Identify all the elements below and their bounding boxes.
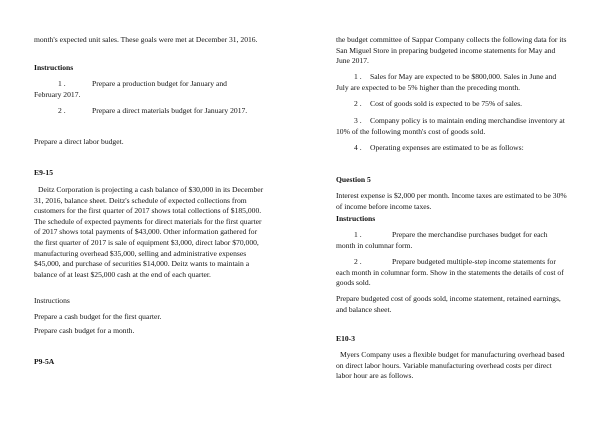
intro-line: month's expected unit sales. These goals were met at December 31, 2016. [34, 35, 258, 44]
section-heading-e10-3: E10-3 [336, 334, 355, 343]
list-text: Operating expenses are estimated to be as follows: [370, 143, 524, 152]
list-number: 1 . [354, 230, 362, 239]
instruction-item-3: Prepare a direct labor budget. [34, 137, 124, 146]
question-5-paragraph: Interest expense is $2,000 per month. Income taxes are estimated to be 30% of income before income taxes. [336, 191, 567, 211]
instruction-number: 2 . [58, 106, 66, 115]
list-text: Company policy is to maintain ending merchandise inventory at 10% of the following month's cost of goods sold. [336, 116, 565, 136]
list-text: Sales for May are expected to be $800,000. Sales in June and July are expected to be 5% higher than the preceding month. [336, 72, 557, 92]
list-number: 4 . [354, 143, 362, 152]
section-heading-question-5: Question 5 [336, 175, 371, 184]
list-item-2 [336, 99, 568, 110]
instruction-item-1 [34, 79, 266, 100]
list-item-3 [336, 116, 568, 137]
list-number: 2 . [354, 99, 362, 108]
e10-3-paragraph: Myers Company uses a flexible budget for manufacturing overhead based on direct labor hours. Variable manufacturing overhead costs per direct labor hour are as follows. [336, 350, 565, 381]
e9-15-paragraph: Deitz Corporation is projecting a cash balance of $30,000 in its December 31, 2016, balance sheet. Deitz's schedule of expected collections from customers for the first quarter of 2017 shows total collections of $185,000. The schedule of expected payments for direct materials for the first quarter of 2017 shows total payments of $43,000. Other information gathered for the first quarter of 2017 is sale of equipment $3,000, direct labor $70,000, manufacturing overhead $35,000, selling and administrative expenses $45,000, and purchase of securities $14,000. Deitz wants to maintain a balance of at least $25,000 cash at the end of each quarter. [34, 185, 264, 279]
question-5-instruction-1 [336, 230, 568, 251]
e9-15-instruction-1: Prepare a cash budget for the first quarter. [34, 312, 162, 321]
e9-15-instructions-label: Instructions [34, 296, 70, 305]
list-text: Prepare the merchandise purchases budget for each month in columnar form. [336, 230, 548, 250]
list-number: 3 . [354, 116, 362, 125]
right-page [300, 0, 600, 424]
question-5-instruction-2 [336, 257, 568, 289]
list-number: 1 . [354, 72, 362, 81]
instruction-number: 1 . [58, 79, 66, 88]
instruction-text: Prepare a direct materials budget for January 2017. [92, 106, 248, 115]
list-item-1 [336, 72, 568, 93]
list-text: Prepare budgeted multiple-step income statements for each month in columnar form. Show in the statements the details of cost of goods sold. [336, 257, 564, 288]
question-5-closing: Prepare budgeted cost of goods sold, income statement, retained earnings, and balance sheet. [336, 294, 561, 314]
instruction-text: Prepare a production budget for January and February 2017. [34, 79, 227, 99]
e9-15-instruction-2: Prepare cash budget for a month. [34, 326, 135, 335]
section-heading-p9-5a: P9-5A [34, 357, 55, 366]
list-item-4 [336, 143, 568, 154]
question-5-instructions-heading: Instructions [336, 214, 376, 223]
list-number: 2 . [354, 257, 362, 266]
list-text: Cost of goods sold is expected to be 75% of sales. [370, 99, 523, 108]
instructions-heading: Instructions [34, 63, 74, 72]
intro-line: the budget committee of Sappar Company collects the following data for its San Miguel Store in preparing budgeted income statements for May and June 2017. [336, 35, 567, 66]
section-heading-e9-15: E9-15 [34, 168, 53, 177]
